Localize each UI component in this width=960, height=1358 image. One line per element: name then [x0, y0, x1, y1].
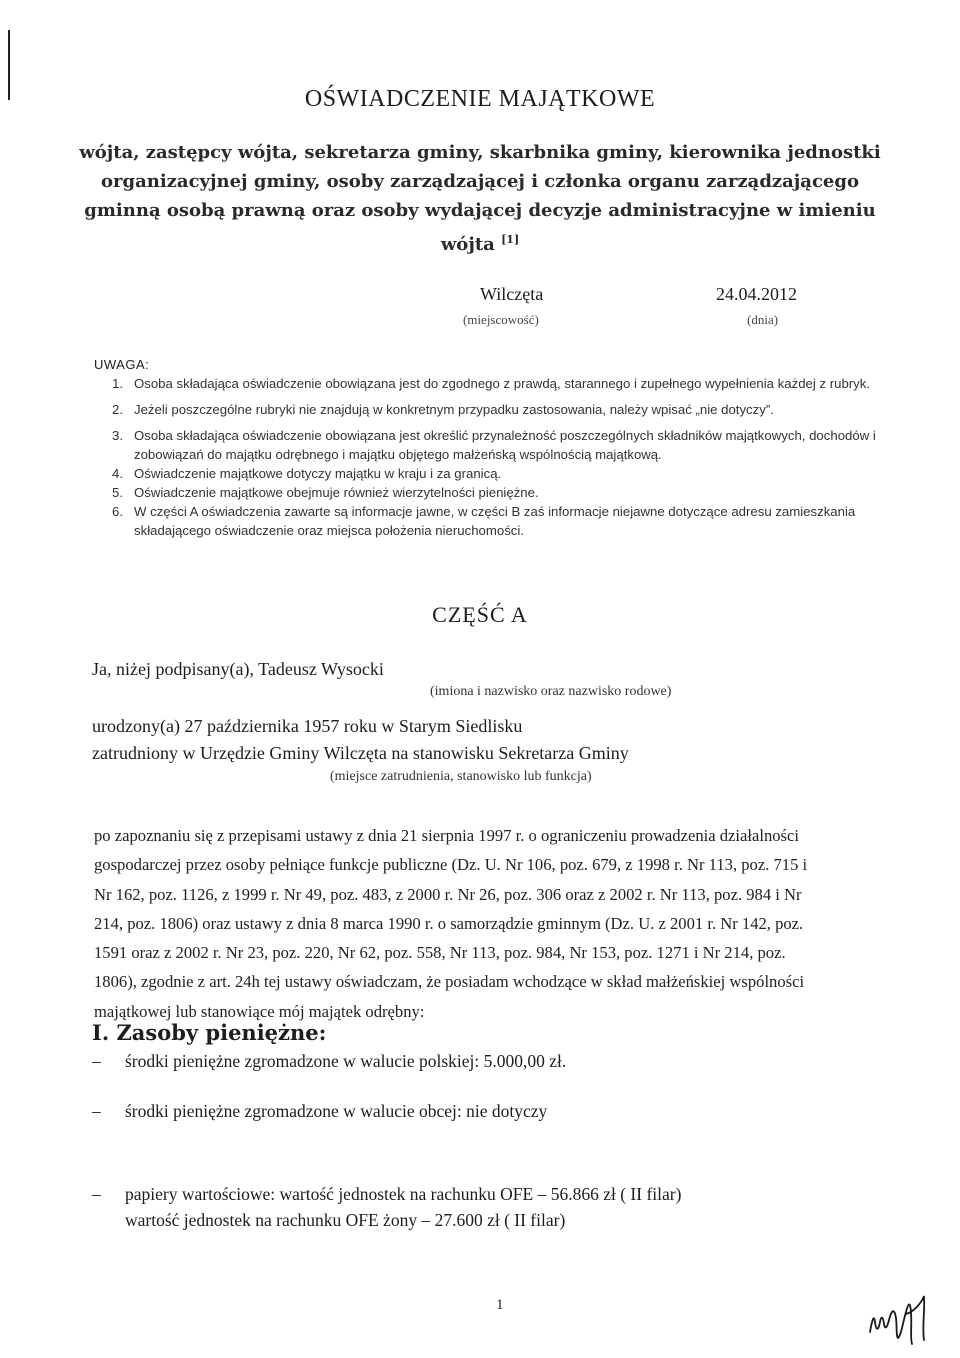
note-number: 4.: [112, 466, 123, 481]
legal-statement-line: 214, poz. 1806) oraz ustawy z dnia 8 marca 1990 r. o samorządzie gminnym (Dz. U. z 2001 r. Nr 142, poz.: [94, 913, 804, 933]
subtitle-line: wójta: [440, 234, 495, 255]
place-value: Wilczęta: [480, 284, 544, 304]
document-title: OŚWIADCZENIE MAJĄTKOWE: [304, 86, 656, 112]
subtitle-line: organizacyjnej gminy, osoby zarządzającej i członka organu zarządzającego: [101, 171, 859, 192]
list-dash: –: [92, 1051, 101, 1071]
note-item: [112, 483, 882, 502]
list-dash: –: [92, 1101, 101, 1121]
note-text: Oświadczenie majątkowe dotyczy majątku w kraju i za granicą.: [134, 466, 502, 481]
note-text: Osoba składająca oświadczenie obowiązana jest do zgodnego z prawdą, starannego i zupełnego wypełnienia każdej z rubryk.: [134, 376, 871, 391]
page-number: 1: [496, 1297, 504, 1313]
note-item: [112, 426, 882, 464]
legal-statement-line: Nr 162, poz. 1126, z 1999 r. Nr 49, poz. 483, z 2000 r. Nr 26, poz. 306 oraz z 2002 r. Nr 113, poz. 984 i Nr: [94, 884, 802, 904]
notes-heading: UWAGA:: [94, 357, 150, 372]
asset-item: [92, 1101, 547, 1122]
footnote-reference: [1]: [501, 233, 520, 246]
subtitle-line: wójta, zastępcy wójta, sekretarza gminy, skarbnika gminy, kierownika jednostki: [79, 142, 881, 163]
legal-statement-line: 1591 oraz z 2002 r. Nr 23, poz. 220, Nr 62, poz. 558, Nr 113, poz. 984, Nr 153, poz. 1271 i Nr 214, poz.: [94, 943, 786, 963]
note-number: 3.: [112, 428, 123, 443]
employment-line: zatrudniony w Urzędzie Gminy Wilczęta na stanowisku Sekretarza Gminy: [92, 743, 629, 763]
handwritten-initials: [866, 1292, 930, 1348]
note-number: 2.: [112, 402, 123, 417]
note-number: 1.: [112, 376, 123, 391]
section-heading: I. Zasoby pieniężne:: [92, 1020, 327, 1045]
legal-statement-line: majątkowej lub stanowiące mój majątek odrębny:: [94, 1001, 425, 1021]
asset-text: papiery wartościowe: wartość jednostek na rachunku OFE – 56.866 zł ( II filar): [125, 1184, 682, 1204]
legal-statement: [94, 821, 884, 1026]
note-number: 5.: [112, 485, 123, 500]
asset-text: środki pieniężne zgromadzone w walucie obcej: nie dotyczy: [125, 1101, 548, 1121]
part-a-heading: CZĘŚĆ A: [432, 602, 528, 627]
asset-item: [92, 1051, 566, 1072]
note-item: [112, 502, 882, 540]
declarant-line: Ja, niżej podpisany(a), Tadeusz Wysocki: [92, 659, 384, 679]
place-caption: (miejscowość): [463, 312, 539, 327]
document-subtitle: [60, 138, 900, 259]
date-caption: (dnia): [747, 312, 779, 327]
employment-caption: (miejsce zatrudnienia, stanowisko lub funkcja): [330, 769, 592, 784]
note-item: [112, 464, 882, 483]
note-text: W części A oświadczenia zawarte są informacje jawne, w części B zaś informacje niejawne dotyczące adresu zamieszkania składającego oświadczenie oraz miejsca położenia nieruchomości.: [134, 504, 856, 538]
note-item: [112, 400, 882, 419]
birth-line: urodzony(a) 27 października 1957 roku w Starym Siedlisku: [92, 716, 523, 736]
asset-item: [92, 1184, 681, 1205]
date-value: 24.04.2012: [716, 284, 797, 304]
notes-list: [112, 374, 882, 540]
note-text: Jeżeli poszczególne rubryki nie znajdują w konkretnym przypadku zastosowania, należy wpisać „nie dotyczy”.: [134, 402, 774, 417]
asset-text: środki pieniężne zgromadzone w walucie polskiej: 5.000,00 zł.: [125, 1051, 567, 1071]
note-text: Osoba składająca oświadczenie obowiązana jest określić przynależność poszczególnych składników majątkowych, dochodów i zobowiązań do majątku odrębnego i majątku objętego małżeńską wspólnością majątkową.: [134, 428, 876, 462]
note-item: [112, 374, 882, 393]
legal-statement-line: po zapoznaniu się z przepisami ustawy z dnia 21 sierpnia 1997 r. o ograniczeniu prowadzenia działalności: [94, 826, 799, 845]
list-dash: –: [92, 1184, 101, 1204]
legal-statement-line: 1806), zgodnie z art. 24h tej ustawy oświadczam, że posiadam wchodzące w skład małżeńskiej wspólności: [94, 972, 805, 992]
asset-continuation: wartość jednostek na rachunku OFE żony – 27.600 zł ( II filar): [125, 1210, 566, 1230]
note-number: 6.: [112, 504, 123, 519]
note-text: Oświadczenie majątkowe obejmuje również wierzytelności pieniężne.: [134, 485, 539, 500]
subtitle-line-last: [60, 225, 900, 259]
declarant-caption: (imiona i nazwisko oraz nazwisko rodowe): [430, 684, 672, 699]
legal-statement-line: gospodarczej przez osoby pełniące funkcje publiczne (Dz. U. Nr 106, poz. 679, z 1998 r. Nr 113, poz. 715 i: [94, 855, 808, 875]
subtitle-line: gminną osobą prawną oraz osoby wydającej decyzje administracyjne w imieniu: [84, 200, 876, 221]
